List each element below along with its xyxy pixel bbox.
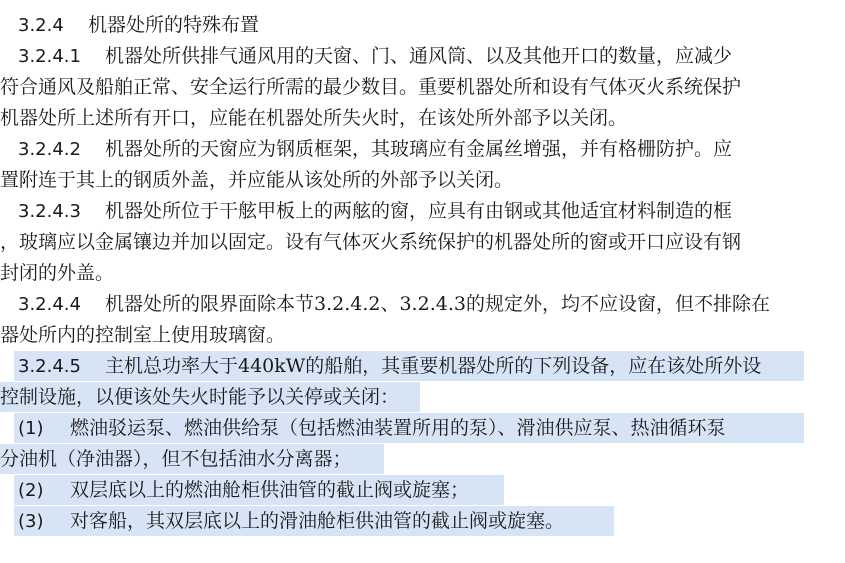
clause-3-2-4-2-line-1 — [18, 134, 732, 164]
clause-number: 3.2.4.2 — [18, 139, 81, 160]
clause-3-2-4-5-line-2: 控制设施，以便该处失火时能予以关停或关闭： — [0, 382, 420, 412]
clause-3-2-4-4-line-2: 器处所内的控制室上使用玻璃窗。 — [0, 324, 286, 346]
clause-3-2-4-3-line-3: 封闭的外盖。 — [0, 262, 115, 284]
clause-number: 3.2.4.5 — [18, 356, 81, 377]
clause-text: 机器处所位于干舷甲板上的两舷的窗，应具有由钢或其他适宜材料制造的框 — [105, 200, 733, 222]
clause-text: 机器处所供排气通风用的天窗、门、通风筒、以及其他开口的数量，应减少 — [105, 45, 733, 67]
clause-3-2-4-2-line-2: 置附连于其上的钢质外盖，并应能从该处所的外部予以关闭。 — [0, 169, 514, 191]
item-1-line-2: 分油机（净油器），但不包括油水分离器； — [0, 444, 384, 474]
clause-3-2-4-3-line-2: ，玻璃应以金属镶边并加以固定。设有气体灭火系统保护的机器处所的窗或开口应设有钢 — [0, 231, 742, 253]
section-number: 3.2.4 — [18, 15, 64, 36]
clause-3-2-4-1-line-2: 符合通风及船舶正常、安全运行所需的最少数目。重要机器处所和设有气体灭火系统保护 — [0, 76, 742, 98]
clause-number: 3.2.4.4 — [18, 294, 81, 315]
clause-3-2-4-4-line-1 — [18, 289, 770, 319]
clause-3-2-4-1-line-1 — [18, 41, 732, 71]
clause-text: 机器处所的天窗应为钢质框架，其玻璃应有金属丝增强，并有格栅防护。应 — [105, 138, 733, 160]
clause-3-2-4-1-line-3: 机器处所上述所有开口，应能在机器处所失火时，在该处所外部予以关闭。 — [0, 107, 628, 129]
item-number: (3) — [18, 511, 44, 532]
item-number: (2) — [18, 480, 44, 501]
item-1-line-1 — [14, 413, 804, 443]
clause-3-2-4-3-line-1 — [18, 196, 732, 226]
item-text: 对客船，其双层底以上的滑油舱柜供油管的截止阀或旋塞。 — [70, 510, 565, 532]
clause-text: 机器处所的限界面除本节3.2.4.2、3.2.4.3的规定外，均不应设窗，但不排除在 — [105, 293, 770, 315]
clause-number: 3.2.4.1 — [18, 46, 81, 67]
item-text: 燃油驳运泵、燃油供给泵（包括燃油装置所用的泵）、滑油供应泵、热油循环泵 — [70, 417, 726, 439]
item-2-line-1 — [14, 475, 504, 505]
section-heading — [18, 10, 259, 40]
item-number: (1) — [18, 418, 44, 439]
clause-3-2-4-5-line-1 — [14, 351, 804, 381]
clause-number: 3.2.4.3 — [18, 201, 81, 222]
clause-text: 主机总功率大于440kW的船舶，其重要机器处所的下列设备，应在该处所外设 — [105, 355, 762, 377]
section-title: 机器处所的特殊布置 — [88, 14, 260, 36]
item-text: 双层底以上的燃油舱柜供油管的截止阀或旋塞； — [70, 479, 470, 501]
item-3-line-1 — [14, 506, 614, 536]
